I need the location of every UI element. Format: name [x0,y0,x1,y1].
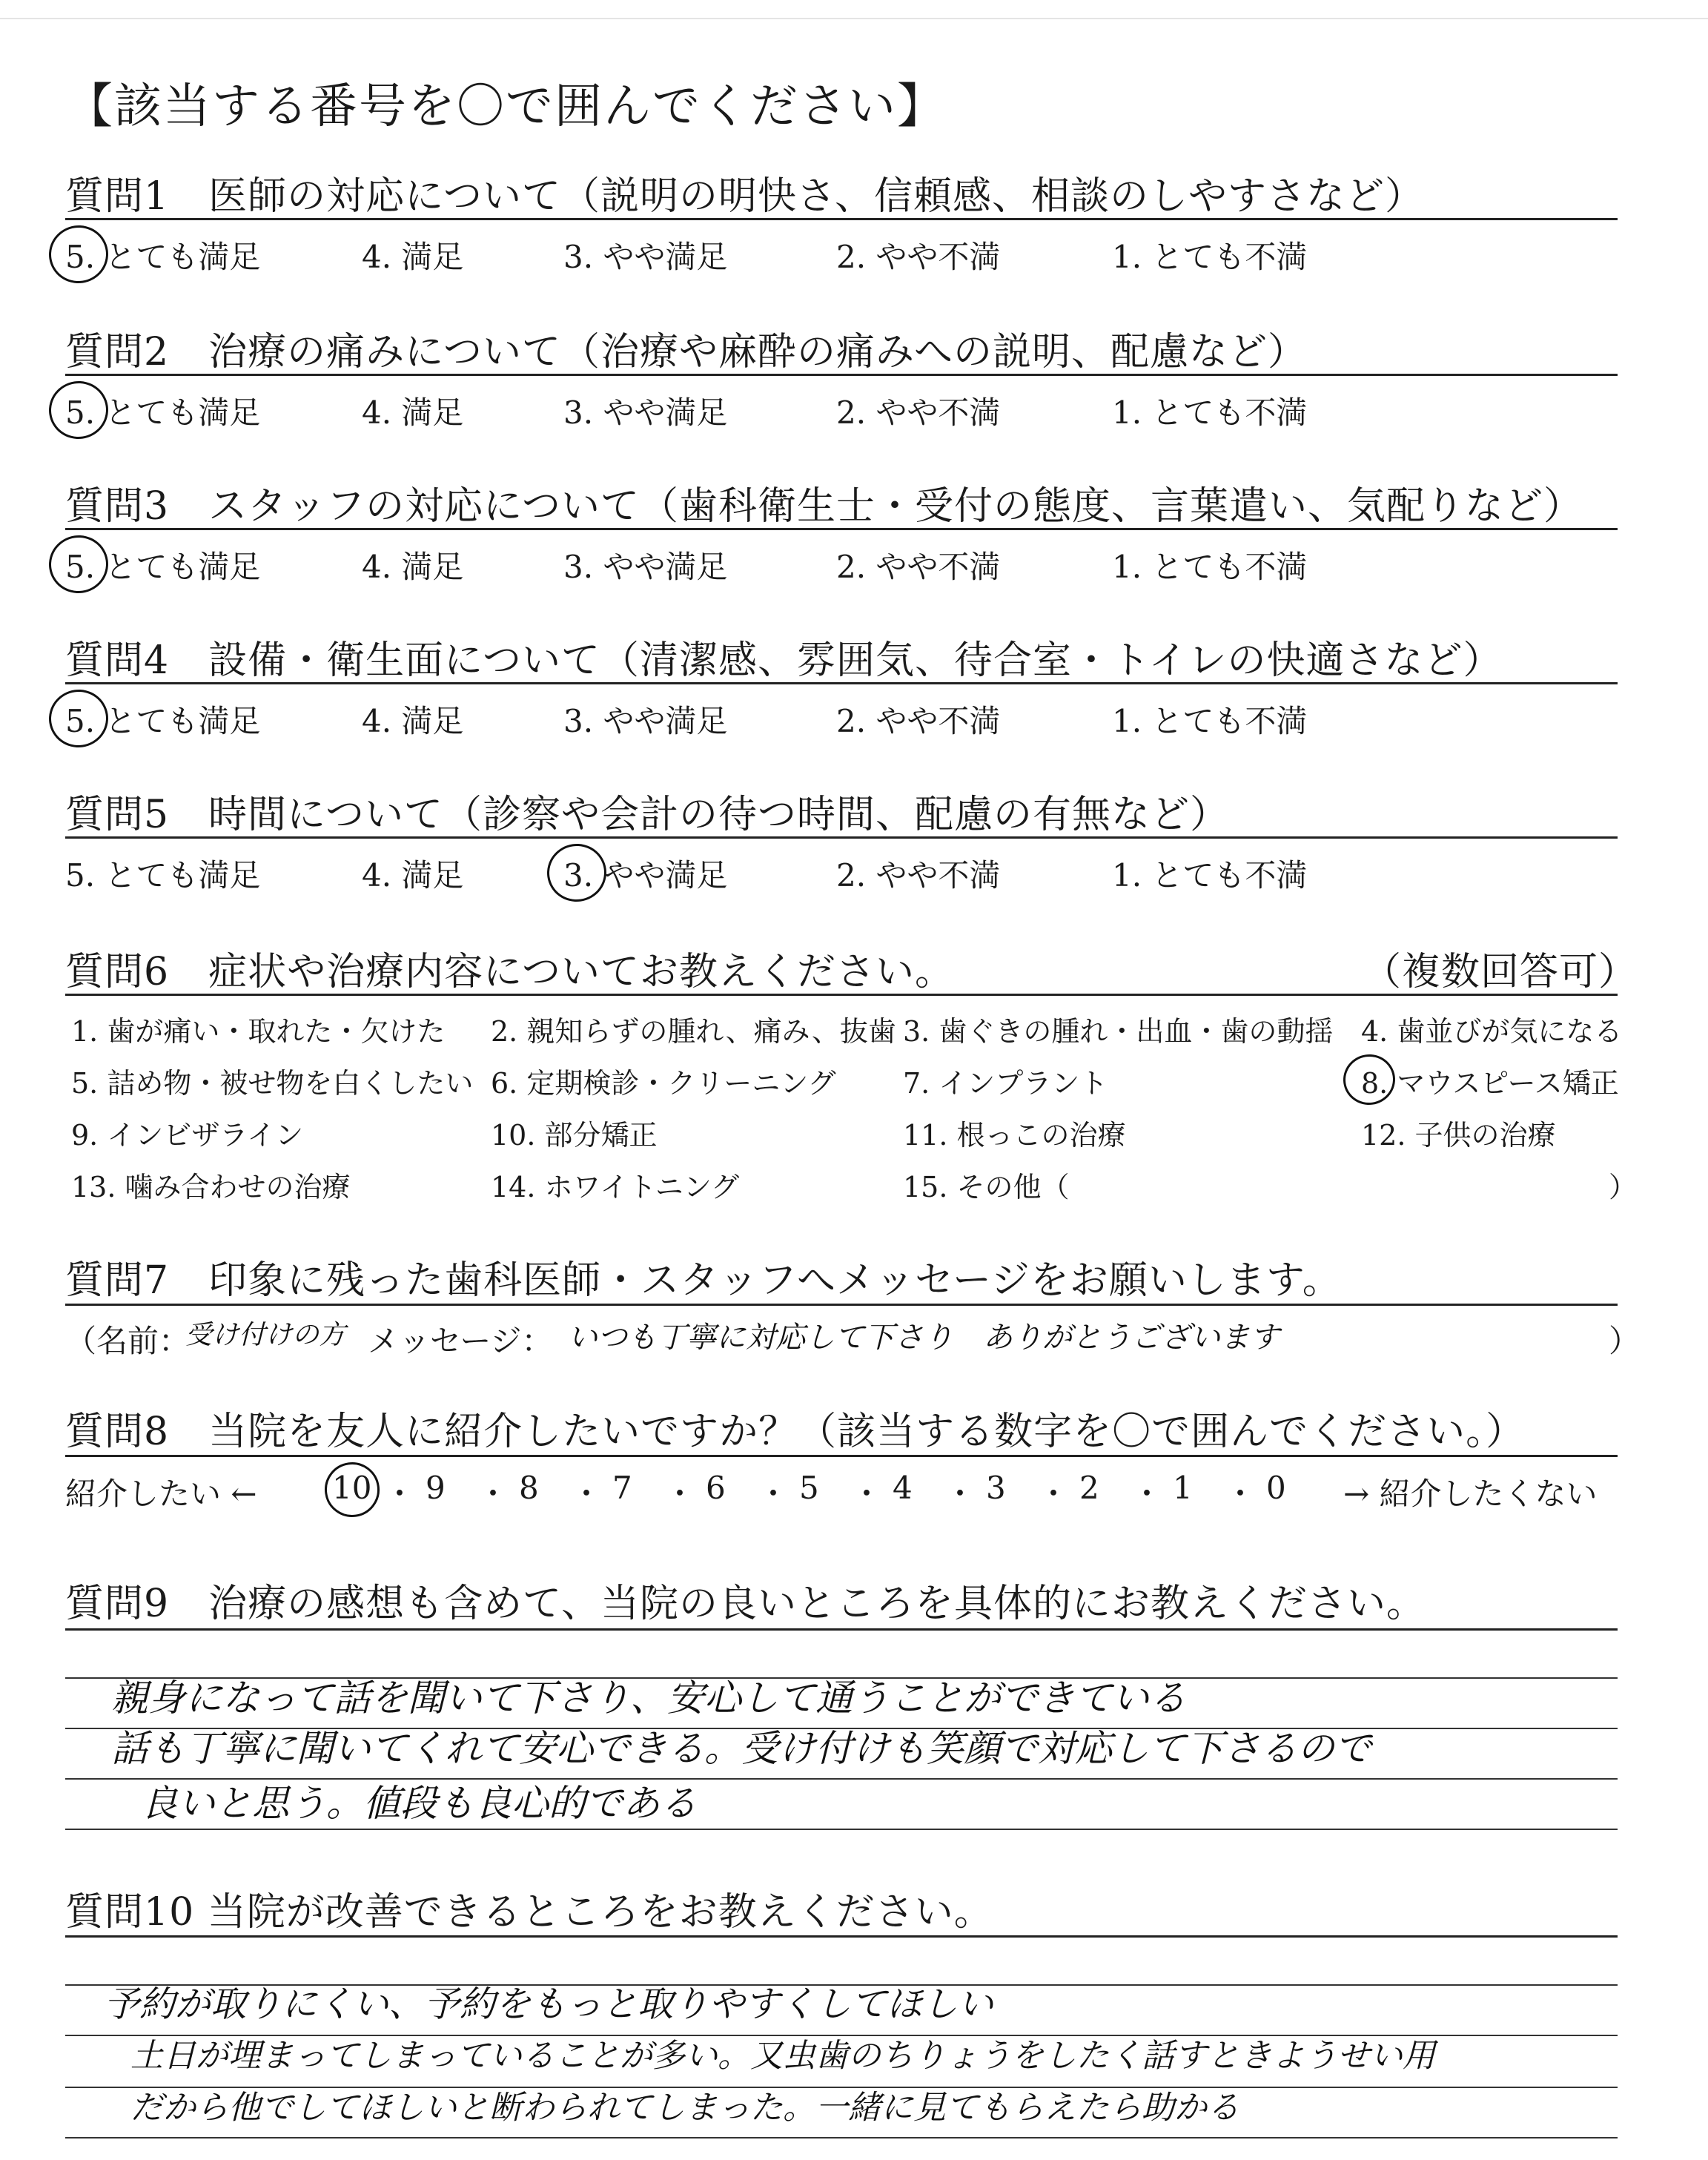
q8-scale-value[interactable]: 1 [1173,1470,1193,1506]
rating-option[interactable]: 4. 満足 [362,857,464,894]
q8-right-label: → 紹介したくない [1343,1476,1598,1512]
q10-rule [65,1935,1618,1938]
q6-option[interactable]: 12. 子供の治療 [1361,1119,1556,1152]
rating-option[interactable]: 1. とても不満 [1112,394,1308,431]
q8-scale-separator: ・ [944,1476,976,1512]
question-label: 質問3 スタッフの対応について（歯科衛生士・受付の態度、言葉遣い、気配りなど） [65,484,1583,529]
question-label: 質問2 治療の痛みについて（治療や麻酔の痛みへの説明、配慮など） [65,330,1308,374]
q7-message-label: メッセージ： [368,1323,553,1359]
rating-option[interactable]: 1. とても不満 [1112,549,1308,585]
question-rule [65,528,1618,530]
q6-option[interactable]: 9. インビザライン [71,1119,304,1152]
q9-answer-line: 話も丁寧に聞いてくれて安心できる。受け付けも笑顔で対応して下さるので [111,1727,1371,1770]
rating-option[interactable]: 3. やや満足 [563,703,728,739]
form-title: 【該当する番号を〇で囲んでください】 [65,79,946,134]
q8-left-label: 紹介したい ← [65,1476,257,1512]
question-rule [65,218,1618,220]
rating-option[interactable]: 3. やや満足 [563,394,728,431]
question-label: 質問5 時間について（診察や会計の待つ時間、配慮の有無など） [65,793,1230,837]
q8-scale-separator: ・ [1038,1476,1070,1512]
rating-option[interactable]: 4. 満足 [362,239,464,275]
question-rule [65,682,1618,684]
q6-option[interactable]: 8. マウスピース矯正 [1361,1067,1619,1100]
rating-option[interactable]: 5. とても満足 [65,549,261,585]
rating-option[interactable]: 5. とても満足 [65,857,261,894]
q7-label: 質問7 印象に残った歯科医師・スタッフへメッセージをお願いします。 [65,1258,1342,1303]
q8-scale-value[interactable]: 9 [426,1470,446,1506]
q8-scale-separator: ・ [384,1476,416,1512]
question-rule [65,374,1618,376]
q7-close: ） [1609,1323,1641,1359]
q8-scale-separator: ・ [571,1476,603,1512]
page-top-edge [0,18,1708,19]
q6-option[interactable]: 6. 定期検診・クリーニング [491,1067,836,1100]
q8-scale-value[interactable]: 10 [332,1470,372,1506]
q8-scale-value[interactable]: 3 [986,1470,1006,1506]
q8-scale-separator: ・ [758,1476,790,1512]
rating-option[interactable]: 5. とても満足 [65,394,261,431]
q8-scale-separator: ・ [1131,1476,1163,1512]
q7-name-value: 受け付けの方 [185,1320,346,1350]
q6-option[interactable]: 14. ホワイトニング [491,1171,740,1203]
q8-scale-value[interactable]: 8 [519,1470,539,1506]
q8-scale-value[interactable]: 2 [1079,1470,1099,1506]
q6-option[interactable]: 4. 歯並びが気になる [1361,1015,1623,1048]
q8-scale-separator: ・ [1225,1476,1257,1512]
rating-option[interactable]: 3. やや満足 [563,239,728,275]
question-label: 質問1 医師の対応について（説明の明快さ、信頼感、相談のしやすさなど） [65,174,1424,219]
q6-option[interactable]: 1. 歯が痛い・取れた・欠けた [71,1015,446,1048]
q8-scale-value[interactable]: 6 [706,1470,726,1506]
rating-option[interactable]: 3. やや満足 [563,549,728,585]
q6-option[interactable]: 15. その他（ [903,1171,1070,1203]
q8-scale-value[interactable]: 5 [799,1470,819,1506]
q6-label: 質問6 症状や治療内容についてお教えください。 [65,950,955,994]
rating-option[interactable]: 2. やや不満 [836,394,1001,431]
q9-line [65,1829,1618,1830]
q8-scale-separator: ・ [477,1476,509,1512]
q7-message-value: いつも丁寧に対応して下さり ありがとうございます [568,1321,1280,1355]
q6-option[interactable]: 13. 噛み合わせの治療 [71,1171,351,1203]
q8-scale-value[interactable]: 0 [1266,1470,1286,1506]
rating-option[interactable]: 4. 満足 [362,394,464,431]
q6-option[interactable]: 3. 歯ぐきの腫れ・出血・歯の動揺 [903,1015,1334,1048]
q6-option[interactable]: 10. 部分矯正 [491,1119,658,1152]
rating-option[interactable]: 5. とても満足 [65,239,261,275]
q8-scale-separator: ・ [664,1476,696,1512]
q6-rule [65,994,1618,996]
q6-option[interactable]: 11. 根っこの治療 [903,1119,1126,1152]
q8-scale-value[interactable]: 4 [893,1470,913,1506]
rating-option[interactable]: 2. やや不満 [836,857,1001,894]
q6-other-close: ） [1609,1171,1638,1203]
q10-line [65,2137,1618,2138]
q7-name-label: （名前： [65,1323,191,1359]
q8-selection-circle [321,1459,383,1521]
q8-rule [65,1455,1618,1457]
rating-option[interactable]: 2. やや不満 [836,703,1001,739]
q7-rule [65,1304,1618,1306]
q8-scale-value[interactable]: 7 [612,1470,632,1506]
q10-label: 質問10 当院が改善できるところをお教えください。 [65,1890,993,1935]
rating-option[interactable]: 4. 満足 [362,549,464,585]
q6-option[interactable]: 5. 詰め物・被せ物を白くしたい [71,1067,474,1100]
q9-rule [65,1628,1618,1631]
q10-answer-line: だから他でしてほしいと断わられてしまった。一緒に見てもらえたら助かる [130,2089,1239,2127]
q8-label: 質問8 当院を友人に紹介したいですか？（該当する数字を〇で囲んでください。） [65,1410,1526,1454]
rating-option[interactable]: 5. とても満足 [65,703,261,739]
rating-option[interactable]: 2. やや不満 [836,239,1001,275]
rating-option[interactable]: 1. とても不満 [1112,857,1308,894]
q10-answer-line: 土日が埋まってしまっていることが多い。又虫歯のちりょうをしたく話すときようせい用 [130,2037,1435,2075]
question-rule [65,836,1618,839]
q6-note: （複数回答可） [1363,950,1638,994]
question-label: 質問4 設備・衛生面について（清潔感、雰囲気、待合室・トイレの快適さなど） [65,638,1503,683]
q9-answer-line: 親身になって話を聞いて下さり、安心して通うことができている [111,1677,1186,1720]
q6-option[interactable]: 7. インプラント [903,1067,1108,1100]
q9-label: 質問9 治療の感想も含めて、当院の良いところを具体的にお教えください。 [65,1582,1426,1626]
rating-option[interactable]: 4. 満足 [362,703,464,739]
q6-option[interactable]: 2. 親知らずの腫れ、痛み、抜歯 [491,1015,896,1048]
q8-scale-separator: ・ [851,1476,883,1512]
q10-answer-line: 予約が取りにくい、予約をもっと取りやすくしてほしい [104,1984,994,2025]
rating-option[interactable]: 3. やや満足 [563,857,728,894]
rating-option[interactable]: 1. とても不満 [1112,239,1308,275]
q9-answer-line: 良いと思う。値段も良心的である [141,1782,697,1825]
rating-option[interactable]: 2. やや不満 [836,549,1001,585]
rating-option[interactable]: 1. とても不満 [1112,703,1308,739]
